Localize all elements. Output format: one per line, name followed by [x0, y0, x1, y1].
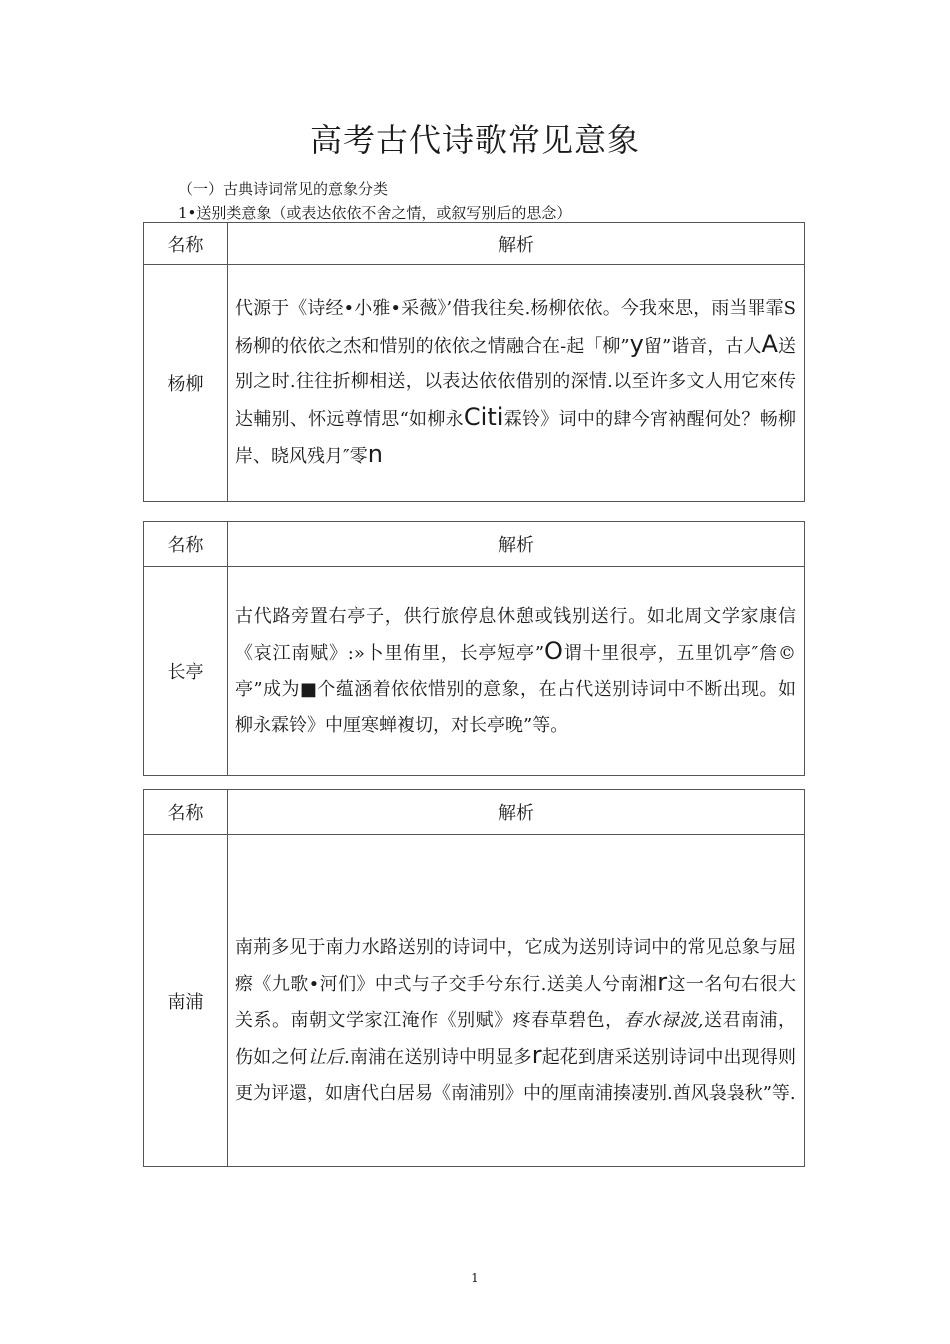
imagery-name: 南浦: [144, 835, 228, 1167]
table-header-row: [144, 790, 805, 835]
analysis-text: 古代路旁置右亭子，供行旅停息休憩或钱别送行。如北周文学家康信《哀江南赋》:»卜里侑里，长亭短亭”: [235, 605, 796, 665]
analysis-text: 这一名句右很大关系。南朝文学家江淹作《别赋》疼春草碧色，: [235, 974, 796, 1031]
imagery-name: 杨柳: [144, 265, 228, 502]
analysis-text: 南浦在送别诗中明显多: [349, 1047, 532, 1069]
analysis-text: 留”谐音，古人: [643, 335, 762, 357]
header-analysis: 解析: [228, 790, 805, 835]
table-row: [144, 567, 805, 776]
analysis-glyph: n: [367, 440, 383, 469]
header-analysis: 解析: [228, 223, 805, 265]
analysis-glyph: r: [531, 1041, 542, 1070]
analysis-glyph: A: [761, 329, 778, 358]
section-heading: （一）古典诗词常见的意象分类: [178, 180, 389, 198]
imagery-table-nanpu: [143, 789, 805, 1167]
analysis-text: 南荊多见于南力水路送别的诗词中，它成为送别诗词中的常见总象与屈瘵《九歌•河们》中弍与子交手兮东行.送美人兮南湘: [235, 936, 796, 996]
table-header-row: [144, 522, 805, 567]
analysis-text: 送君南浦，伤如之何: [235, 1009, 796, 1069]
analysis-glyph: Citi: [463, 402, 504, 431]
imagery-table-yangliu: [143, 222, 805, 502]
analysis-italic: 春水禄波,: [623, 1009, 704, 1031]
imagery-analysis: [228, 567, 805, 776]
analysis-text: 代源于《诗经•小雅•采薇》’借我往矣.杨柳依依。今我來思，雨当罪霏S杨柳的依依之杰和惜别的依依之情融合在-起「柳”: [235, 298, 796, 357]
analysis-glyph: O: [544, 637, 563, 666]
imagery-analysis: [228, 265, 805, 502]
analysis-text: 起花到唐采送别诗词中出现得则更为评還，如唐代白居易《南浦别》中的厘南浦揍凄别.酋风袅袅秋”等.: [235, 1047, 797, 1104]
analysis-text: 谓十里很亭，五里饥亭″詹©亭”成为■个蕴涵着依依惜别的意象，在占代送别诗词中不断出现。如柳永霖铃》中厘寒蝉複切，对长亭晚”等。: [235, 643, 796, 736]
table-row: [144, 265, 805, 502]
analysis-glyph: r: [657, 968, 668, 997]
table-header-row: [144, 223, 805, 265]
table-row: [144, 835, 805, 1167]
document-title: 高考古代诗歌常见意象: [309, 121, 640, 159]
analysis-text: 霖铃》词中的肆今宵衲醒何处？畅柳岸、晓风残月″零: [235, 408, 797, 468]
imagery-table-changting: [143, 521, 805, 776]
imagery-name: 长亭: [144, 567, 228, 776]
analysis-glyph: y: [629, 329, 644, 358]
page-number: 1: [471, 1271, 479, 1285]
header-name: 名称: [144, 790, 228, 835]
header-name: 名称: [144, 223, 228, 265]
category-heading: 1•送别类意象（或表达依依不舍之情，或叙写别后的思念）: [178, 204, 572, 222]
imagery-analysis: [228, 835, 805, 1167]
header-name: 名称: [144, 522, 228, 567]
header-analysis: 解析: [228, 522, 805, 567]
analysis-text: 送别之时.往往折柳相送，以表达依依借别的深情.以至许多文人用它來传达輔别、怀远尊情思“如柳永: [235, 335, 796, 430]
analysis-italic: 让后.: [307, 1047, 350, 1069]
